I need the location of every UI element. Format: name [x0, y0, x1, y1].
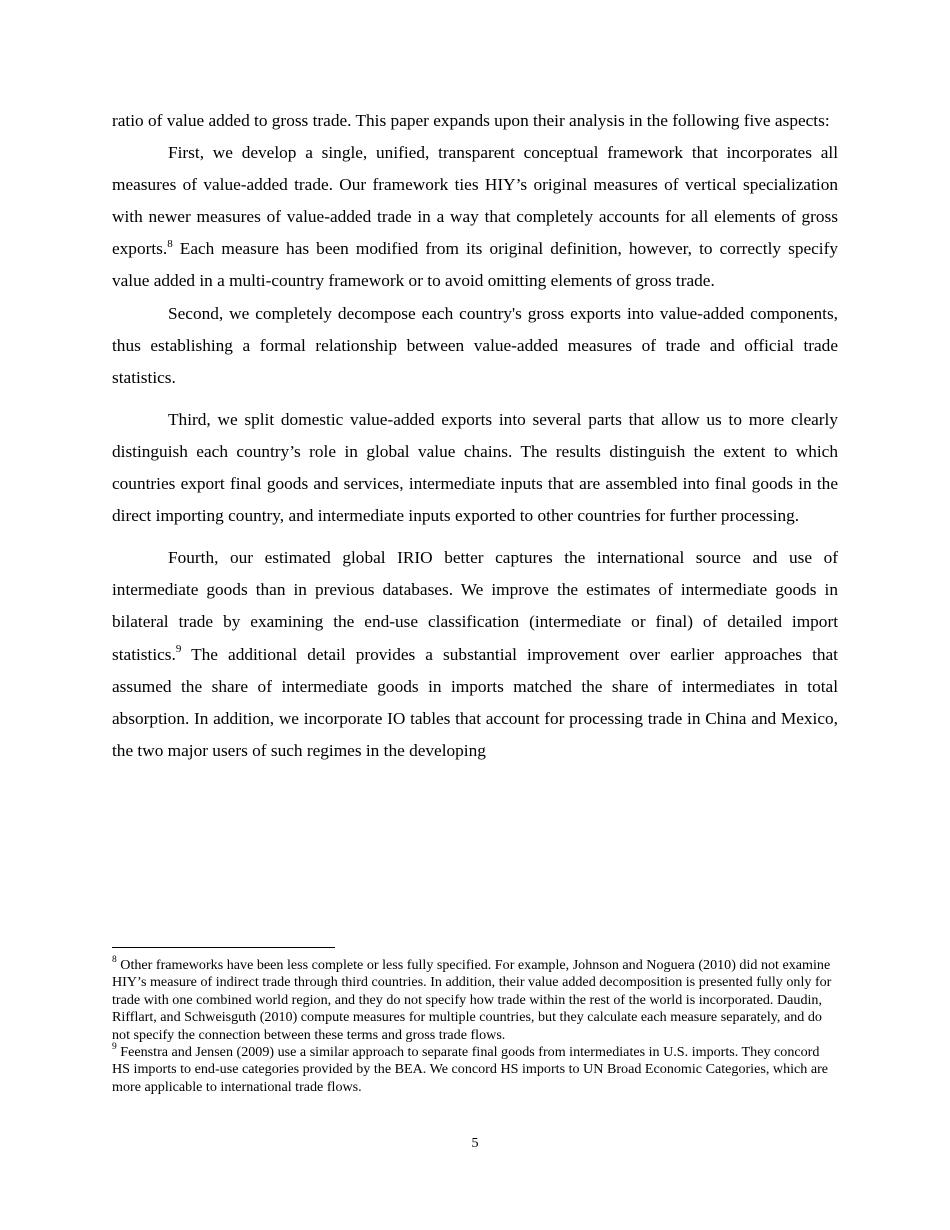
footnote-8-text: Other frameworks have been less complete or less fully specified. For example, Johnson and Noguera (2010) did not examine HIY’s measure of indirect trade through third countries. In addition, their value added decomposition is presented fully only for trade with one combined world region, and they do not specify how trade within the rest of the world is incorporated. Daudin, Rifflart, and Schweisguth (2010) compute measures for multiple countries, but they calculate each measure separately, and do not specify the connection between these terms and gross trade flows.	[112, 957, 832, 1043]
paragraph-second-aspect: Second, we completely decompose each country's gross exports into value-added components, thus establishing a formal relationship between value-added measures of trade and official trade statistics.	[112, 303, 838, 387]
footnote-ref-9[interactable]: 9	[175, 642, 182, 655]
main-text	[112, 105, 838, 767]
footnotes	[112, 957, 838, 1096]
paragraph-first-aspect-text-a: First, we develop a single, unified, transparent conceptual framework that incorporates all measures of value-added trade. Our framework ties HIY’s original measures of vertical specialization with newer measures of value-added trade in a way that completely accounts for all elements of gross exports.	[112, 143, 838, 259]
footnote-8	[112, 957, 838, 1044]
footnote-9	[112, 1044, 838, 1096]
footnote-mark-8: 8	[112, 955, 117, 966]
paragraph-fourth-aspect-text-a: Fourth, our estimated global IRIO better captures the international source and use of intermediate goods than in previous databases. We improve the estimates of intermediate goods in bilateral trade by examining the end-use classification (intermediate or final) of detailed import statistics.	[112, 548, 838, 664]
paragraph-intro-continued: ratio of value added to gross trade. This paper expands upon their analysis in the following five aspects:	[112, 111, 830, 130]
paragraph-fourth-aspect-text-b: The additional detail provides a substantial improvement over earlier approaches that assumed the share of intermediate goods in imports matched the share of intermediates in total absorption. In addition, we incorporate IO tables that account for processing trade in China and Mexico, the two major users of such regimes in the developing	[112, 644, 838, 760]
paragraph-first-aspect	[112, 137, 838, 297]
page-number: 5	[471, 1135, 479, 1151]
paragraph-first-aspect-text-b: Each measure has been modified from its original definition, however, to correctly specify value added in a multi-country framework or to avoid omitting elements of gross trade.	[112, 239, 838, 291]
paragraph-fourth-aspect	[112, 542, 838, 767]
footnote-mark-9: 9	[112, 1042, 117, 1053]
footnote-ref-8[interactable]: 8	[167, 237, 173, 250]
footnote-separator	[112, 947, 335, 948]
footnote-9-text: Feenstra and Jensen (2009) use a similar approach to separate final goods from intermediates in U.S. imports. They concord HS imports to end-use categories provided by the BEA. We concord HS imports to UN Broad Economic Categories, which are more applicable to international trade flows.	[112, 1044, 829, 1095]
paragraph-third-aspect: Third, we split domestic value-added exports into several parts that allow us to more clearly distinguish each country’s role in global value chains. The results distinguish the extent to which countries export final goods and services, intermediate inputs that are assembled into final goods in the direct importing country, and intermediate inputs exported to other countries for further processing.	[112, 409, 838, 526]
